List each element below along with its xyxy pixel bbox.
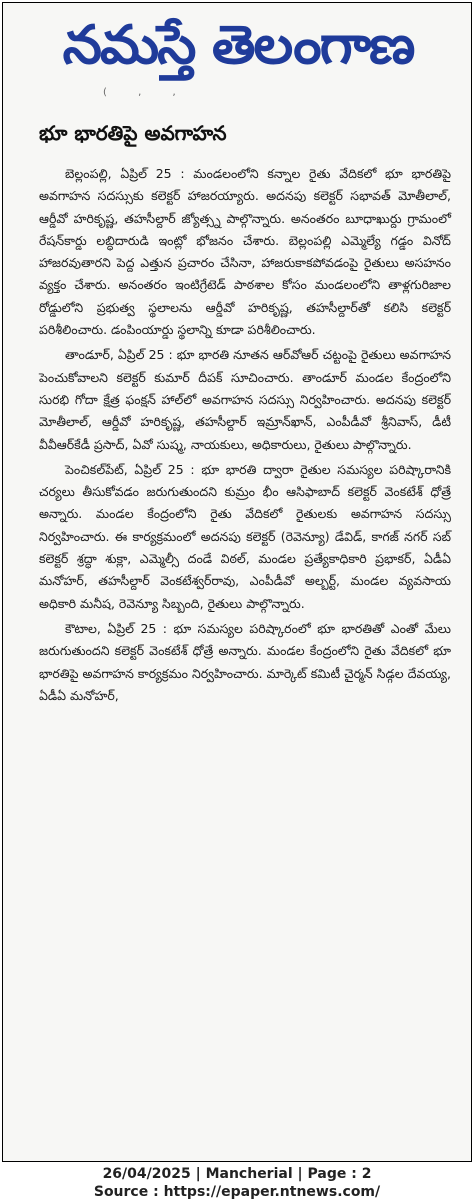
article-paragraph: తాండూర్, ఏప్రిల్ 25 : భూ భారతి నూతన ఆర్‌వోఆర్ చట్టంపై రైతులు అవగాహన పెంచుకోవాలని కలెక్టర్ కుమార్ దీపక్ సూచించారు. తాండూర్ మండల కేంద్రంలోని సురభి గోదా క్షేత్ర ఫంక్షన్ హాల్‌లో అవగాహన సదస్సు నిర్వహించారు. అదనపు కలెక్టర్ మోతీలాల్, ఆర్డీవో హరికృష్ణ, తహసీల్దార్ ఇమ్రాన్‌ఖాన్, ఎంపీడీవో శ్రీనివాస్, డీటీ వీవీఆర్‌కేడీ ప్రసాద్, ఏవో సుష్మ, నాయకులు, అధికారులు, రైతులు పాల్గొన్నారు. (39, 347, 451, 452)
cropped-text-fragment: ( , , (103, 87, 190, 98)
masthead-logo: నమస్తే తెలంగాణ (62, 14, 414, 77)
article-headline: భూ భారతిపై అవగాహన (39, 121, 227, 145)
footer-source: Source : https://epaper.ntnews.com/ (93, 1184, 381, 1200)
article-paragraph: కౌటాల, ఏప్రిల్ 25 : భూ సమస్యల పరిష్కారంలో భూ భారతితో ఎంతో మేలు జరుగుతుందని కలెక్టర్ వెంకటేశ్ ధోత్రే అన్నారు. మండల కేంద్రంలోని రైతు వేదికలో భూ భారతిపై అవగాహన కార్యక్రమం నిర్వహించారు. మార్కెట్ కమిటీ చైర్మన్ సిడ్గల దేవయ్య, ఏడీఏ మనోహర్, (39, 620, 451, 703)
masthead (23, 7, 453, 85)
article-paragraph: పెంచికల్‌పేట్, ఏప్రిల్ 25 : భూ భారతి ద్వారా రైతుల సమస్యల పరిష్కారానికి చర్యలు తీసుకోవడం జరుగుతుందని కుమ్రం భీం ఆసిఫాబాద్ కలెక్టర్ వెంకటేశ్ ధోత్రే అన్నారు. మండల కేంద్రంలోని రైతు వేదికలో రైతులకు అవగాహన సదస్సు నిర్వహించారు. ఈ కార్యక్రమంలో అదనపు కలెక్టర్ (రెవెన్యూ) డేవిడ్, కాగజ్ నగర్ సబ్ కలెక్టర్ శ్రద్ధా శుక్లా, ఎమ్మెల్సీ దండే విఠల్, మండల ప్రత్యేకాధికారి ప్రభాకర్, ఏడీఏ మనోహర్, తహసీల్దార్ వెంకటేశ్వర్‌రావు, ఎంపీడీవో అల్బర్ట్, మండల వ్యవసాయ అధికారి మనీష, రెవెన్యూ సిబ్బంది, రైతులు పాల్గొన్నారు. (39, 461, 451, 611)
newspaper-clipping (2, 2, 472, 1162)
footer-date-edition: 26/04/2025 | Mancherial | Page : 2 (102, 1166, 372, 1182)
article-paragraph: బెల్లంపల్లి, ఏప్రిల్ 25 : మండలంలోని కన్నాల రైతు వేదికలో భూ భారతిపై అవగాహన సదస్సుకు కలెక్టర్ హాజరయ్యారు. అదనపు కలెక్టర్ సభావత్ మోతీలాల్, ఆర్డీవో హరికృష్ణ, తహసీల్దార్ జ్యోత్స్న పాల్గొన్నారు. అనంతరం బూధాఖుర్దు గ్రామంలో రేషన్‌కార్డు లబ్ధిదారుడి ఇంట్లో భోజనం చేశారు. బెల్లంపల్లి ఎమ్మెల్యే గడ్డం వినోద్ హాజరవుతారని పెద్ద ఎత్తున ప్రచారం చేసినా, హాజరుకాకపోవడంపై రైతులు అసహనం వ్యక్తం చేశారు. అనంతరం ఇంటిగ్రేటెడ్ పాఠశాల కోసం మండలంలోని తాళ్లగురిజాల రోడ్డులోని ప్రభుత్వ స్థలాలను ఆర్డీవో హరికృష్ణ, తహసీల్దార్‌తో కలిసి కలెక్టర్ పరిశీలించారు. డంపింయార్డు స్థలాన్ని కూడా పరిశీలించారు. (39, 166, 451, 338)
article-body (39, 163, 451, 710)
